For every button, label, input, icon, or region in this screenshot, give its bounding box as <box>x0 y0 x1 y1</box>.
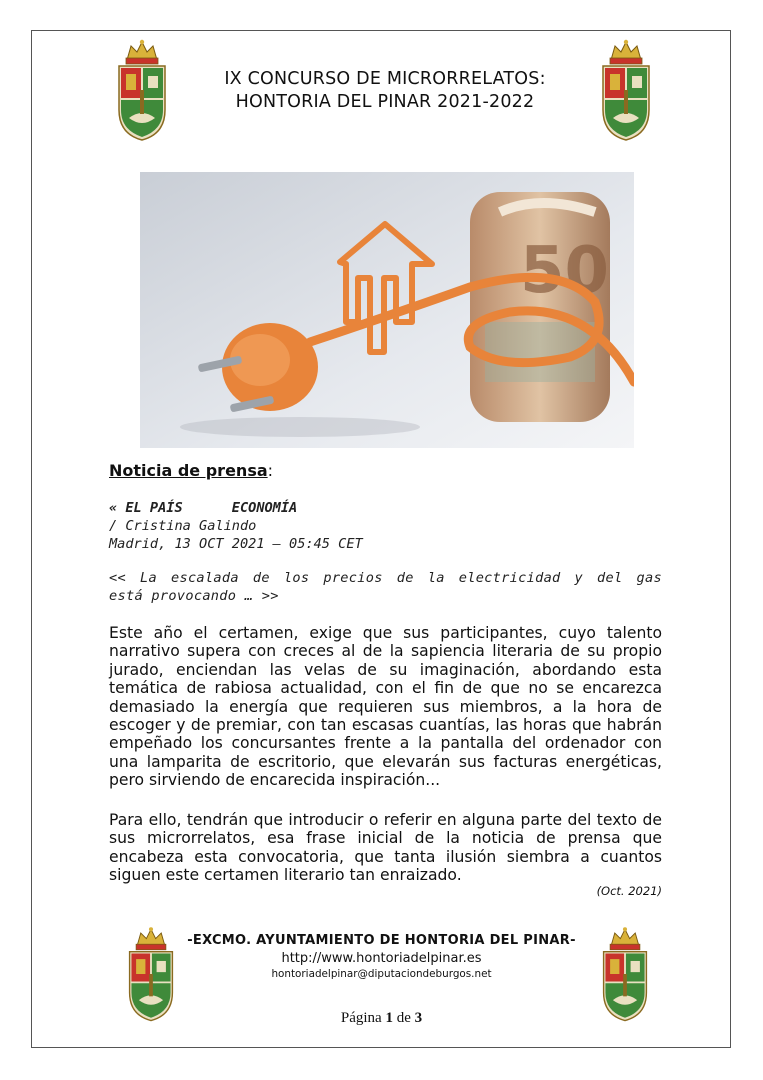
page-prefix: Página <box>340 1010 382 1026</box>
body-paragraph-2: Para ello, tendrán que introducir o referir en alguna parte del texto de sus microrrelatos, esa frase inicial de la noticia de prensa que encabeza esta convocatoria, que tanta ilusión siembra a cuantos siguen este certamen literario tan enraizado. <box>109 811 662 885</box>
plug-euro-photo <box>140 172 634 448</box>
body-paragraph-1: Este año el certamen, exige que sus participantes, cuyo talento narrativo supera con creces al de la sapiencia literaria de su propio jurado, enciendan las velas de su imaginación, abordando esta temática de rabiosa actualidad, con el fin de que no se encarezca demasiado la energía que requieren sus miembros, a la hora de escoger y de premiar, con tan escasas cuantías, las horas que habrán empeñado los concursantes frente a la pantalla del ordenador con una lamparita de escritorio, que elevarán sus facturas energéticas, pero sirviendo de encarecida inspiración... <box>109 624 662 790</box>
footer <box>180 933 583 980</box>
footer-organization: -EXCMO. AYUNTAMIENTO DE HONTORIA DEL PINAR- <box>187 933 576 948</box>
title-line-1: IX CONCURSO DE MICRORRELATOS: <box>224 69 546 89</box>
coat-of-arms-bottom-right <box>598 922 652 1026</box>
source-publication: « EL PAÍS ECONOMÍA <box>109 500 298 516</box>
page-current: 1 <box>385 1010 393 1026</box>
quote-line-1: << La escalada de los precios de la electricidad y del gas <box>109 570 662 586</box>
press-label: Noticia de prensa <box>109 461 268 480</box>
source-dateline: Madrid, 13 OCT 2021 – 05:45 CET <box>109 536 363 552</box>
quote-line-2: está provocando … >> <box>109 588 279 604</box>
press-heading <box>109 461 662 480</box>
coat-of-arms-bottom-left <box>124 922 178 1026</box>
press-quote <box>109 569 662 605</box>
page-sep: de <box>396 1010 411 1026</box>
svg-text:50: 50 <box>520 234 610 308</box>
document-title <box>140 68 630 114</box>
page-total: 3 <box>414 1010 423 1026</box>
footer-website-link[interactable]: http://www.hontoriadelpinar.es <box>281 951 482 966</box>
source-author: / Cristina Galindo <box>109 518 257 534</box>
press-colon: : <box>267 461 274 480</box>
page-number <box>280 1010 483 1027</box>
date-note: (Oct. 2021) <box>596 884 662 898</box>
press-source <box>109 499 662 553</box>
title-line-2: HONTORIA DEL PINAR 2021-2022 <box>235 92 535 112</box>
footer-email-link[interactable]: hontoriadelpinar@diputaciondeburgos.net <box>271 968 492 980</box>
